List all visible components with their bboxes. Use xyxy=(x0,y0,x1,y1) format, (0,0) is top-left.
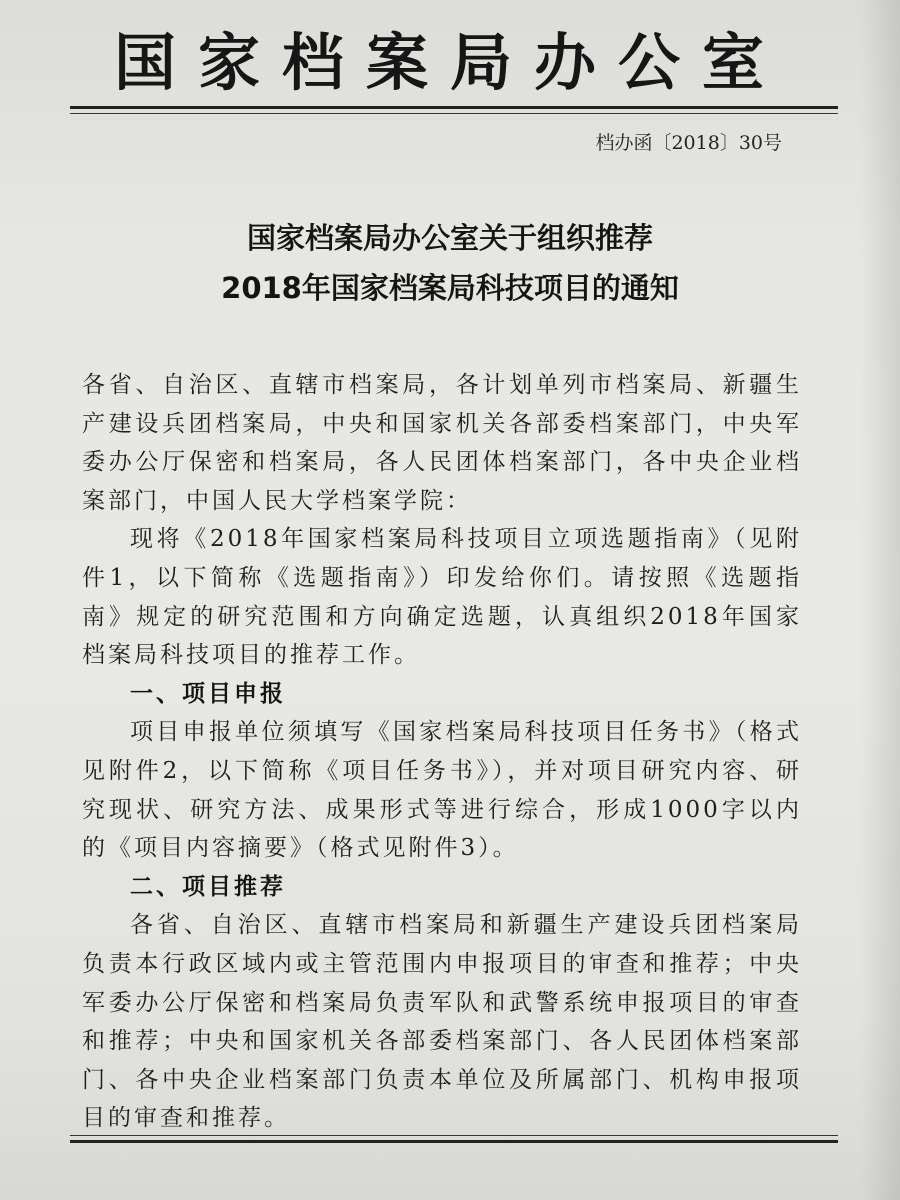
header-rule-thin xyxy=(70,113,838,114)
footer-rule-thin xyxy=(70,1135,838,1136)
document-body xyxy=(82,366,802,1138)
section-heading-application: 一、项目申报 xyxy=(130,680,286,707)
document-title-line-1: 国家档案局办公室关于组织推荐 xyxy=(246,221,653,255)
application-paragraph: 项目申报单位须填写《国家档案局科技项目任务书》（格式见附件2，以下简称《项目任务书》），并对项目研究内容、研究现状、研究方法、成果形式等进行综合，形成1000字以内的《项目内容摘要》（格式见附件3）。 xyxy=(82,719,802,862)
addressees-paragraph: 各省、自治区、直辖市档案局，各计划单列市档案局、新疆生产建设兵团档案局，中央和国家机关各部委档案部门，中央军委办公厅保密和档案局，各人民团体档案部门，各中央企业档案部门，中国人民大学档案学院： xyxy=(82,372,802,514)
header-rule-thick xyxy=(70,106,838,109)
section-heading-recommendation: 二、项目推荐 xyxy=(130,873,286,900)
recommendation-paragraph: 各省、自治区、直辖市档案局和新疆生产建设兵团档案局负责本行政区域内或主管范围内申报项目的审查和推荐；中央军委办公厅保密和档案局负责军队和武警系统申报项目的审查和推荐；中央和国家机关各部委档案部门、各人民团体档案部门、各中央企业档案部门负责本单位及所属部门、机构申报项目的审查和推荐。 xyxy=(82,912,802,1132)
issuing-organization-header: 国家档案局办公室 xyxy=(113,26,786,99)
intro-paragraph: 现将《2018年国家档案局科技项目立项选题指南》（见附件1，以下简称《选题指南》）印发给你们。请按照《选题指南》规定的研究范围和方向确定选题，认真组织2018年国家档案局科技项目的推荐工作。 xyxy=(82,526,802,669)
document-title-line-2: 2018年国家档案局科技项目的通知 xyxy=(221,271,679,305)
footer-rule-thick xyxy=(70,1140,838,1143)
document-number: 档办函〔2018〕30号 xyxy=(595,132,782,154)
